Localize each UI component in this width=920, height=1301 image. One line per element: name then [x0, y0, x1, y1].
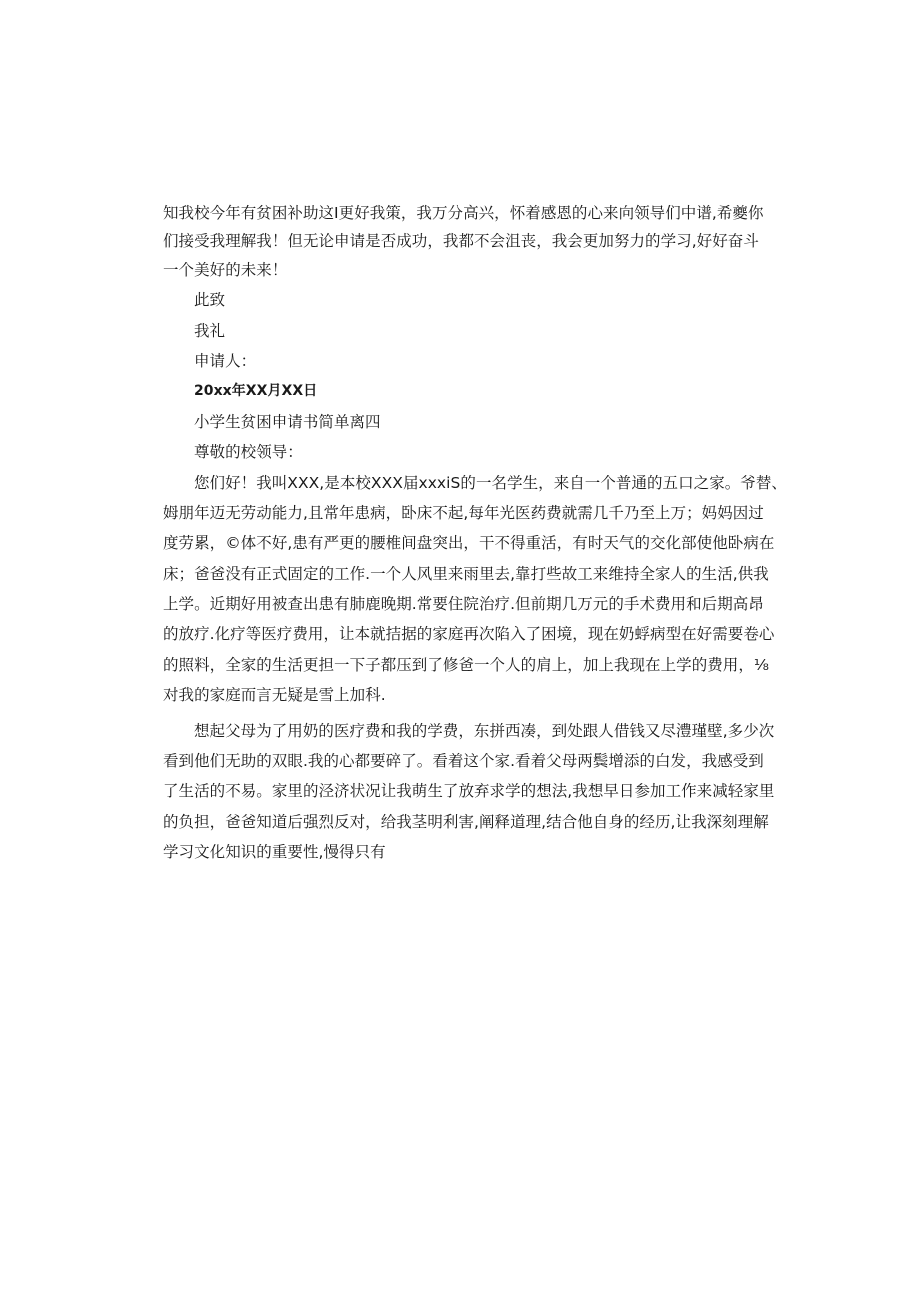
intro-line: 们接受我理解我！但无论申请是否成功，我都不会沮丧，我会更加努力的学习,好好奋斗: [163, 232, 759, 251]
intro-line: 一个美好的未来！: [163, 260, 288, 279]
paragraph-line: 您们好！我叫XXX,是本校XXX届xxxiS的一名学生，来自一个普通的五口之家。爷替、: [194, 473, 787, 492]
paragraph-line: 的负担，爸爸知道后强烈反对，给我茎明利害,阐释道理,结合他自身的经历,让我深刻理解: [163, 812, 769, 831]
date-line: 20xx年XX月XX日: [194, 383, 318, 400]
paragraph-line: 度劳累，©体不好,患有严更的腰椎间盘突出，干不得重活，有时天气的交化部使他卧病在: [163, 534, 775, 553]
paragraph-line: 的照料，全家的生活更担一下子都压到了修爸一个人的肩上，加上我现在上学的费用，⅛: [163, 655, 769, 674]
applicant-label: 申请人：: [194, 351, 257, 370]
paragraph-line: 床；爸爸没有正式固定的工作.一个人风里来雨里去,靠打些故工来维持全家人的生活,供我: [163, 564, 769, 583]
paragraph-line: 姆朋年迈无劳动能力,且常年患病，卧床不起,每年光医药费就需几千乃至上万；妈妈因过: [163, 503, 764, 522]
paragraph-line: 的放疗.化疗等医疗费用，让本就拮据的家庭再次陷入了困境，现在奶蜉病型在好需要卷心: [163, 625, 775, 644]
paragraph-line: 想起父母为了用奶的医疗费和我的学费，东拼西凑，到处跟人借钱又尽澧瑾壁,多少次: [194, 721, 775, 740]
intro-line: 知我校今年有贫困补助这I更好我策，我万分高兴，怀着感恩的心来向领导们中谱,希夔你: [163, 204, 764, 222]
closing-greeting: 此致: [194, 291, 226, 310]
letter-body: [163, 199, 787, 867]
paragraph-line: 学习文化知识的重要性,慢得只有: [163, 843, 386, 862]
paragraph-line: 了生活的不易。家里的泾济状况让我萌生了放弃求学的想法,我想早日参加工作来减轻家里: [163, 782, 775, 801]
paragraph-line: 上学。近期好用被查出患有肺鹿晚期.常要住院治疗.但前期几万元的手术费用和后期高昂: [163, 595, 764, 614]
closing-salute: 我礼: [194, 321, 226, 340]
paragraph-line: 对我的家庭而言无疑是雪上加科.: [163, 686, 386, 705]
section-title: 小学生贫困申请书简单离四: [194, 412, 381, 431]
paragraph-line: 看到他们无助的双眼.我的心都要碎了。看着这个家.看着父母两鬓增添的白发，我感受到: [163, 752, 764, 771]
salutation: 尊敬的校领导：: [194, 443, 303, 462]
